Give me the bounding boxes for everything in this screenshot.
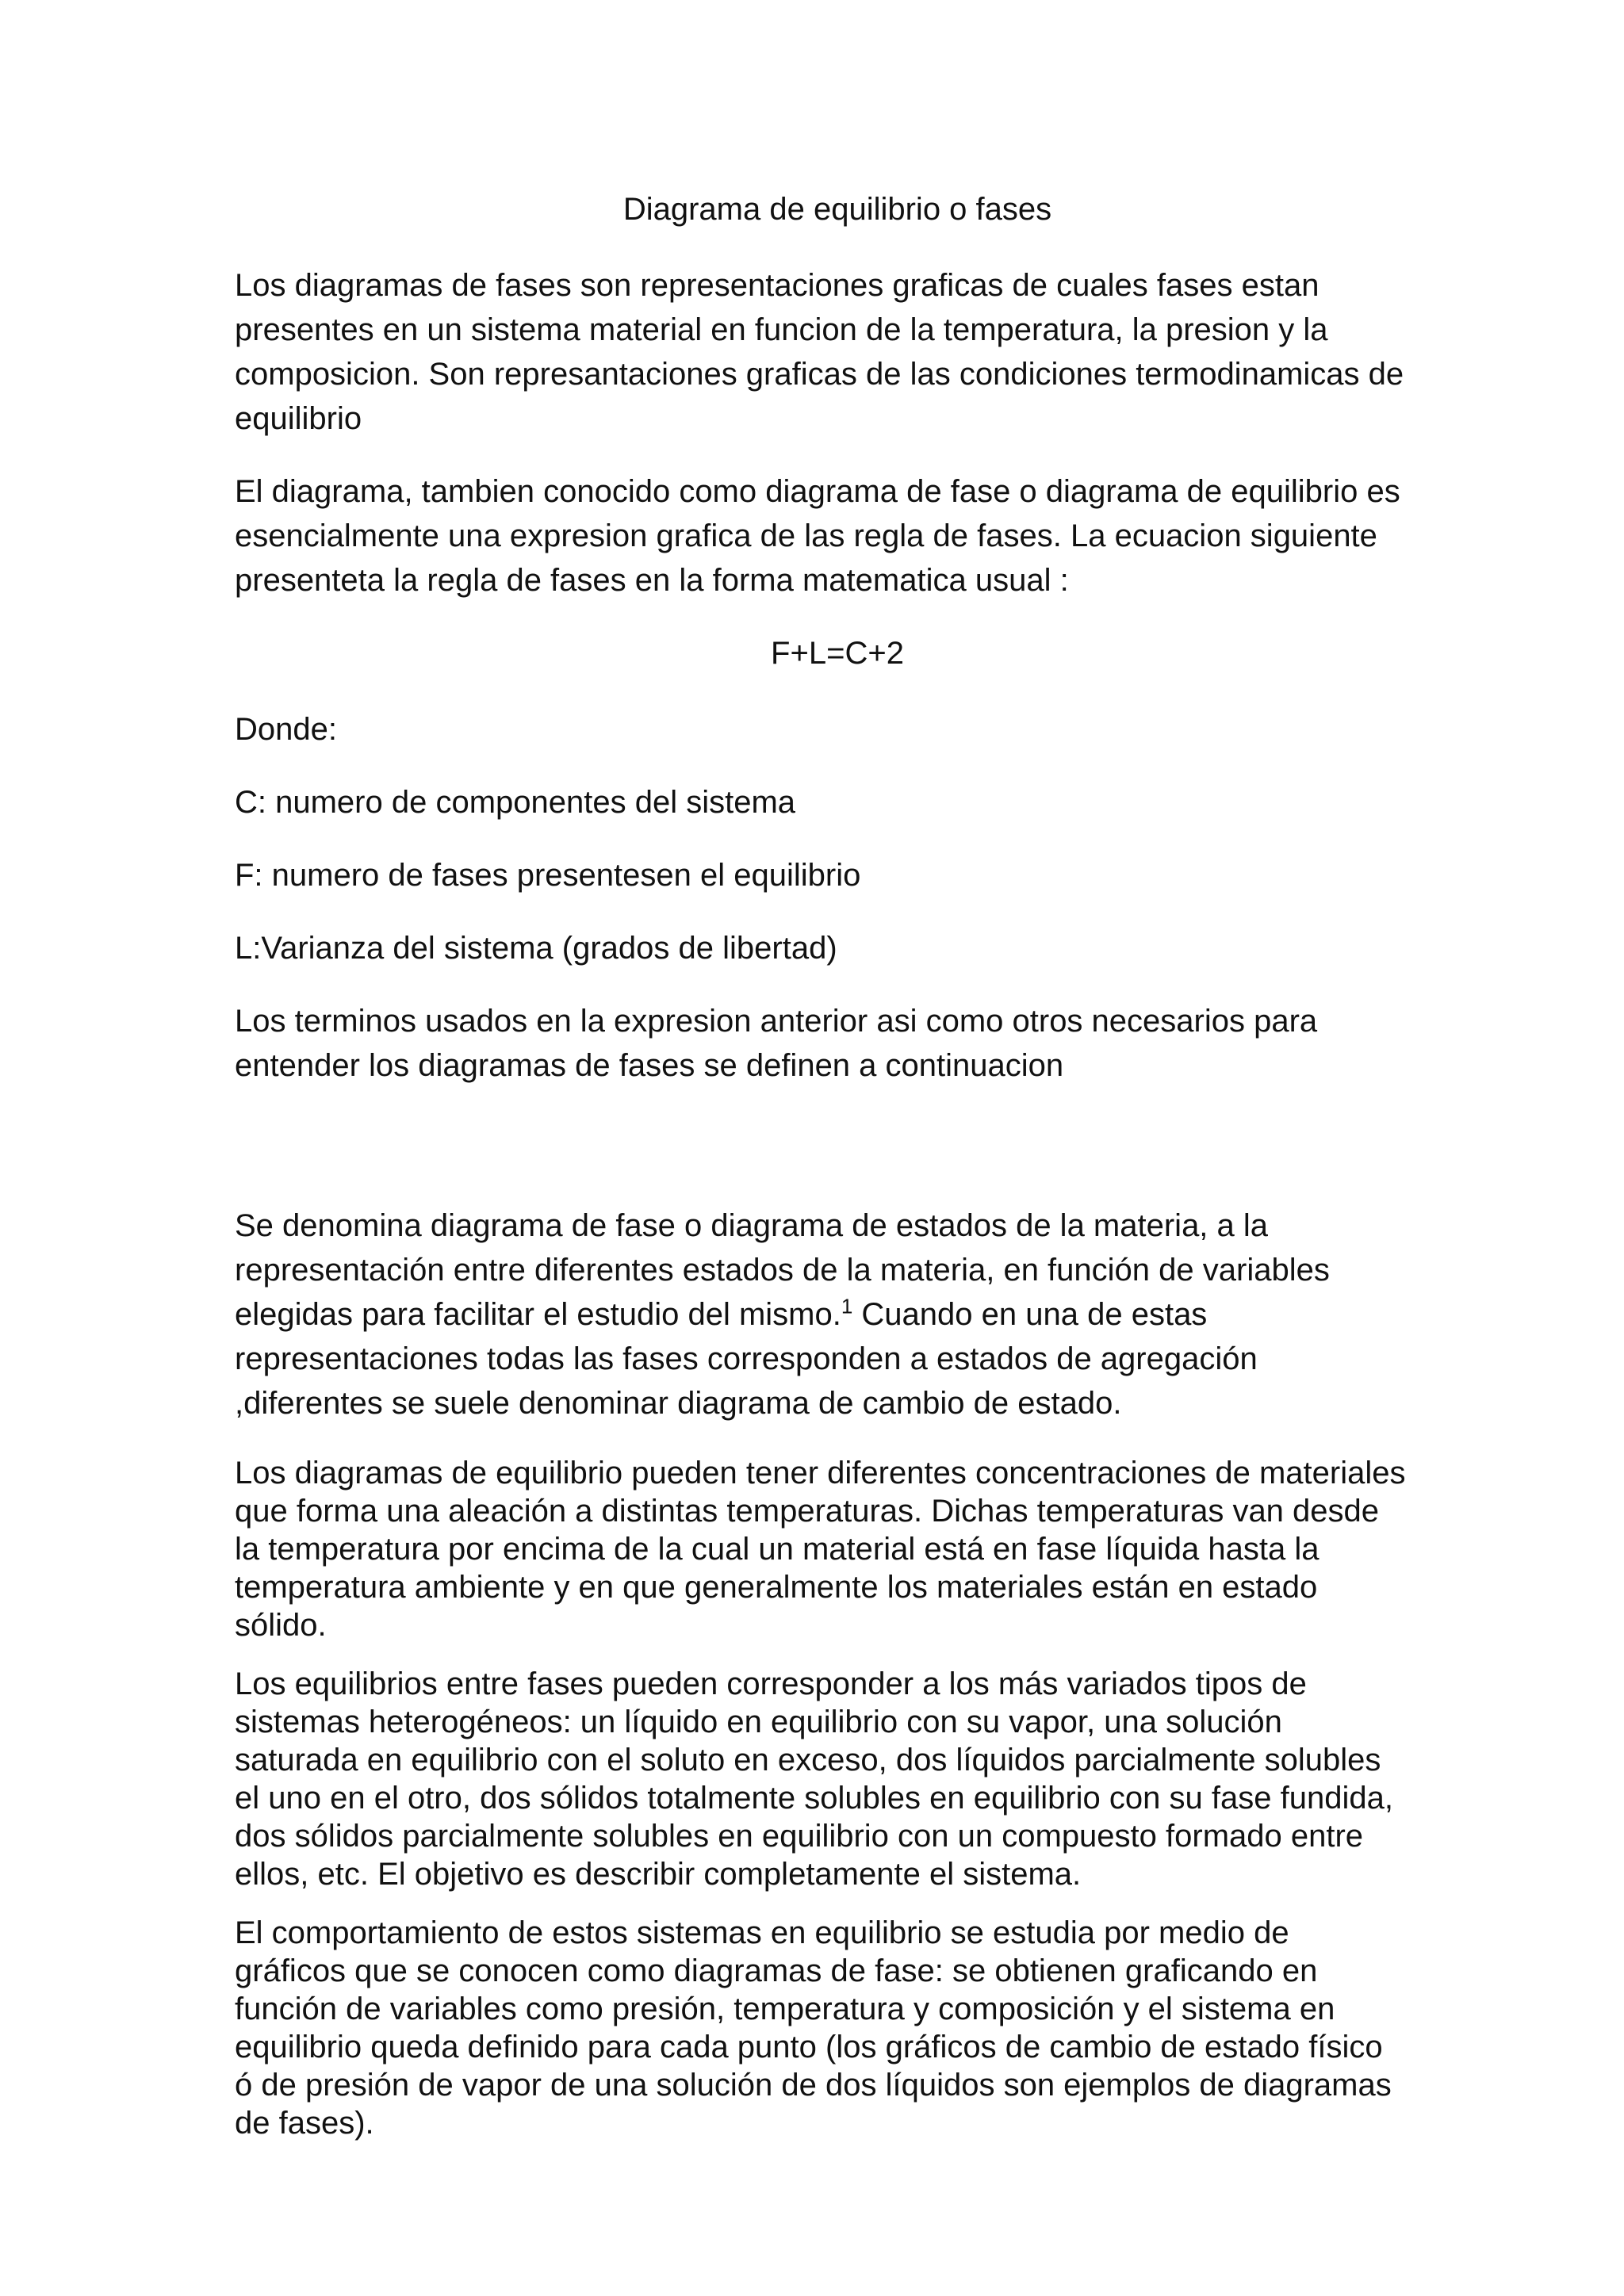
paragraph-definition-text-2: Cuando en una de estas representaciones todas las fases corresponden a estados de agregación ,diferentes se suele denominar diagrama de cambio de estado. <box>235 1297 1258 1421</box>
definition-f: F: numero de fases presentesen el equilibrio <box>235 858 861 893</box>
paragraph-phase-rule: El diagrama, tambien conocido como diagrama de fase o diagrama de equilibrio es esencialmente una expresion grafica de las regla de fases. La ecuacion siguiente presenteta la regla de fases en la forma matematica usual : <box>235 474 1400 598</box>
paragraph-definition-text-1: Se denomina diagrama de fase o diagrama de estados de la materia, a la representación entre diferentes estados de la materia, en función de variables elegidas para facilitar el estudio del mismo. <box>235 1208 1330 1332</box>
paragraph-behavior: El comportamiento de estos sistemas en equilibrio se estudia por medio de gráficos que se conocen como diagramas de fase: se obtienen graficando en función de variables como presión, temperatura y composición y el sistema en equilibrio queda definido para cada punto (los gráficos de cambio de estado físico ó de presión de vapor de una solución de dos líquidos son ejemplos de diagramas de fases). <box>235 1915 1392 2141</box>
definition-c: C: numero de componentes del sistema <box>235 785 796 820</box>
document-body <box>235 187 1408 2163</box>
paragraph-intro: Los diagramas de fases son representaciones graficas de cuales fases estan presentes en un sistema material en funcion de la temperatura, la presion y la composicion. Son represantaciones graficas de las condiciones termodinamicas de equilibrio <box>235 268 1404 436</box>
paragraph-definition <box>235 1203 1408 1425</box>
definition-l: L:Varianza del sistema (grados de libertad) <box>235 931 837 966</box>
paragraph-alloys: Los diagramas de equilibrio pueden tener diferentes concentraciones de materiales que forma una aleación a distintas temperaturas. Dichas temperaturas van desde la temperatura por encima de la cual un material está en fase líquida hasta la temperatura ambiente y en que generalmente los materiales están en estado sólido. <box>235 1456 1406 1643</box>
section-gap <box>235 1116 1408 1203</box>
paragraph-equilibria: Los equilibrios entre fases pueden corresponder a los más variados tipos de sistemas heterogéneos: un líquido en equilibrio con su vapor, una solución saturada en equilibrio con el soluto en exceso, dos líquidos parcialmente solubles el uno en el otro, dos sólidos totalmente solubles en equilibrio con su fase fundida, dos sólidos parcialmente solubles en equilibrio con un compuesto formado entre ellos, etc. El objetivo es describir completamente el sistema. <box>235 1667 1393 1892</box>
phase-rule-formula: F+L=C+2 <box>771 636 904 671</box>
document-title: Diagrama de equilibrio o fases <box>622 192 1052 227</box>
paragraph-terms: Los terminos usados en la expresion anterior asi como otros necesarios para entender los diagramas de fases se definen a continuacion <box>235 1004 1318 1083</box>
footnote-reference[interactable]: 1 <box>841 1294 853 1318</box>
label-donde: Donde: <box>235 712 337 747</box>
